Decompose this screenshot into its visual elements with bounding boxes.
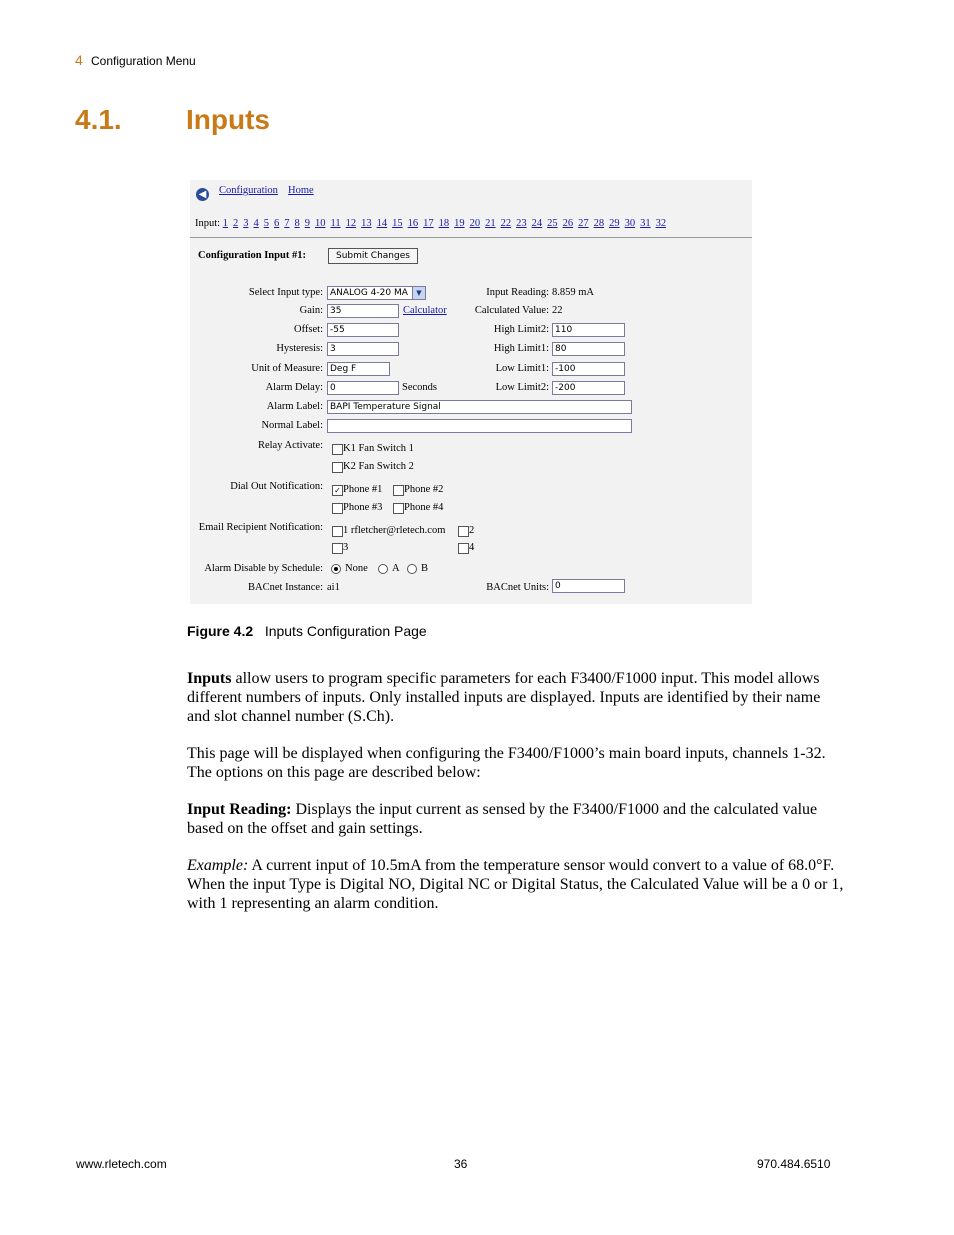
calculated-value-label: Calculated Value: bbox=[474, 305, 549, 316]
input-link-20[interactable]: 20 bbox=[469, 218, 481, 229]
home-link[interactable]: Home bbox=[288, 185, 314, 196]
schedule-none-radio[interactable] bbox=[331, 564, 341, 574]
calculated-value: 22 bbox=[552, 305, 563, 316]
gain-input[interactable] bbox=[327, 304, 399, 318]
offset-input[interactable] bbox=[327, 323, 399, 337]
low-limit1-input[interactable] bbox=[552, 362, 625, 376]
dial-out-label: Dial Out Notification: bbox=[230, 481, 323, 492]
relay-activate-label: Relay Activate: bbox=[257, 440, 323, 451]
chapter-number: 4 bbox=[75, 52, 83, 68]
paragraph-inputs-text: allow users to program specific parameters for each F3400/F1000 input. This model allows different numbers of inputs. Only installed inputs are displayed. Inputs are identified by their name and slot channel number (S.Ch). bbox=[187, 670, 821, 725]
input-link-24[interactable]: 24 bbox=[531, 218, 543, 229]
calculator-link[interactable]: Calculator bbox=[403, 305, 447, 316]
figure-number: Figure 4.2 bbox=[187, 623, 254, 639]
high-limit2-input[interactable] bbox=[552, 323, 625, 337]
input-link-14[interactable]: 14 bbox=[376, 218, 388, 229]
relay-k2-checkbox[interactable] bbox=[332, 462, 343, 473]
input-link-4[interactable]: 4 bbox=[253, 218, 259, 229]
paragraph-inputs bbox=[187, 669, 847, 726]
alarm-disable-label: Alarm Disable by Schedule: bbox=[204, 563, 323, 574]
input-link-2[interactable]: 2 bbox=[232, 218, 239, 229]
phone3-checkbox[interactable] bbox=[332, 503, 343, 514]
input-link-7[interactable]: 7 bbox=[284, 218, 290, 229]
email4-label: 4 bbox=[469, 542, 475, 553]
offset-label: Offset: bbox=[294, 324, 323, 335]
schedule-a-label: A bbox=[392, 563, 400, 574]
phone2-label: Phone #2 bbox=[404, 484, 444, 495]
footer-page-number: 36 bbox=[454, 1157, 468, 1171]
paragraph-example-text: A current input of 10.5mA from the temperature sensor would convert to a value of 68.0°F. When the input Type is Digital NO, Digital NC or Digital Status, the Calculated Value will be a 0 or 1, with 1 representing an alarm condition. bbox=[187, 857, 844, 912]
paragraph-input-reading bbox=[187, 800, 847, 838]
submit-changes-button[interactable]: Submit Changes bbox=[328, 248, 418, 264]
hysteresis-input[interactable] bbox=[327, 342, 399, 356]
input-link-23[interactable]: 23 bbox=[516, 218, 527, 229]
email2-checkbox[interactable] bbox=[458, 526, 469, 537]
normal-label-input[interactable] bbox=[327, 419, 632, 433]
input-selector-row bbox=[195, 218, 671, 229]
input-link-5[interactable]: 5 bbox=[263, 218, 269, 229]
input-link-17[interactable]: 17 bbox=[423, 218, 434, 229]
input-link-12[interactable]: 12 bbox=[345, 218, 357, 229]
figure-text: Inputs Configuration Page bbox=[264, 623, 427, 639]
input-link-22[interactable]: 22 bbox=[500, 218, 512, 229]
input-type-select[interactable] bbox=[327, 286, 426, 300]
email1-label: 1 rfletcher@rletech.com bbox=[343, 525, 446, 536]
input-link-18[interactable]: 18 bbox=[438, 218, 450, 229]
input-link-1[interactable]: 1 bbox=[222, 218, 228, 229]
alarm-label-label: Alarm Label: bbox=[266, 401, 323, 412]
chevron-down-icon[interactable]: ▼ bbox=[412, 287, 425, 299]
divider bbox=[190, 237, 752, 238]
figure-caption bbox=[187, 623, 427, 639]
config-title: Configuration Input #1: bbox=[198, 250, 306, 261]
bacnet-units-input[interactable] bbox=[552, 579, 625, 593]
bacnet-instance-value: ai1 bbox=[327, 582, 340, 593]
footer-website: www.rletech.com bbox=[76, 1157, 167, 1171]
hysteresis-label: Hysteresis: bbox=[276, 343, 323, 354]
input-link-32[interactable]: 32 bbox=[655, 218, 667, 229]
paragraph-page-info: This page will be displayed when configuring the F3400/F1000’s main board inputs, channels 1-32. The options on this page are described below: bbox=[187, 745, 826, 781]
paragraph-example bbox=[187, 856, 847, 913]
configuration-link[interactable]: Configuration bbox=[219, 185, 278, 196]
inputs-configuration-screenshot bbox=[190, 180, 752, 604]
alarm-delay-input[interactable] bbox=[327, 381, 399, 395]
phone1-label: Phone #1 bbox=[343, 484, 383, 495]
phone3-label: Phone #3 bbox=[343, 502, 383, 513]
input-link-27[interactable]: 27 bbox=[578, 218, 589, 229]
input-link-31[interactable]: 31 bbox=[640, 218, 651, 229]
high-limit1-label: High Limit1: bbox=[493, 343, 549, 354]
input-link-25[interactable]: 25 bbox=[547, 218, 558, 229]
low-limit1-label: Low Limit1: bbox=[495, 363, 549, 374]
section-number: 4.1. bbox=[75, 104, 122, 135]
relay-k1-checkbox[interactable] bbox=[332, 444, 343, 455]
alarm-label-input[interactable] bbox=[327, 400, 632, 414]
paragraph-input-reading-text: Displays the input current as sensed by the F3400/F1000 and the calculated value based on the offset and gain settings. bbox=[187, 801, 818, 837]
schedule-b-radio[interactable] bbox=[407, 564, 417, 574]
bacnet-instance-label: BACnet Instance: bbox=[248, 582, 323, 593]
input-reading-label: Input Reading: bbox=[486, 287, 549, 298]
example-term: Example: bbox=[187, 857, 249, 874]
footer-phone: 970.484.6510 bbox=[757, 1157, 831, 1171]
input-link-8[interactable]: 8 bbox=[294, 218, 300, 229]
phone4-label: Phone #4 bbox=[404, 502, 444, 513]
select-input-type-label: Select Input type: bbox=[248, 287, 323, 298]
email-notification-label: Email Recipient Notification: bbox=[198, 522, 323, 533]
normal-label-label: Normal Label: bbox=[261, 420, 323, 431]
input-link-10[interactable]: 10 bbox=[314, 218, 326, 229]
low-limit2-input[interactable] bbox=[552, 381, 625, 395]
email3-checkbox[interactable] bbox=[332, 543, 343, 554]
input-link-28[interactable]: 28 bbox=[593, 218, 605, 229]
email4-checkbox[interactable] bbox=[458, 543, 469, 554]
input-link-6[interactable]: 6 bbox=[273, 218, 280, 229]
input-link-19[interactable]: 19 bbox=[454, 218, 465, 229]
input-link-16[interactable]: 16 bbox=[407, 218, 419, 229]
input-link-26[interactable]: 26 bbox=[562, 218, 574, 229]
input-label: Input: bbox=[195, 218, 221, 229]
phone1-checkbox[interactable]: ✓ bbox=[332, 485, 343, 496]
low-limit2-label: Low Limit2: bbox=[495, 382, 549, 393]
alarm-delay-unit: Seconds bbox=[402, 382, 437, 393]
relay-k1-label: K1 Fan Switch 1 bbox=[343, 443, 414, 454]
high-limit1-input[interactable] bbox=[552, 342, 625, 356]
email3-label: 3 bbox=[343, 542, 349, 553]
inputs-term: Inputs bbox=[187, 670, 232, 687]
schedule-a-radio[interactable] bbox=[378, 564, 388, 574]
back-arrow-icon[interactable]: ◀ bbox=[196, 188, 209, 201]
input-link-30[interactable]: 30 bbox=[624, 218, 636, 229]
input-reading-value: 8.859 mA bbox=[552, 287, 594, 298]
input-link-15[interactable]: 15 bbox=[392, 218, 403, 229]
input-link-29[interactable]: 29 bbox=[609, 218, 620, 229]
input-type-value: ANALOG 4-20 MA bbox=[330, 288, 408, 298]
alarm-delay-label: Alarm Delay: bbox=[265, 382, 323, 393]
relay-k2-label: K2 Fan Switch 2 bbox=[343, 461, 414, 472]
unit-of-measure-label: Unit of Measure: bbox=[251, 363, 323, 374]
schedule-none-label: None bbox=[345, 563, 368, 574]
email1-checkbox[interactable] bbox=[332, 526, 343, 537]
chapter-title: Configuration Menu bbox=[91, 54, 196, 68]
input-link-21[interactable]: 21 bbox=[485, 218, 496, 229]
phone2-checkbox[interactable] bbox=[393, 485, 404, 496]
input-link-9[interactable]: 9 bbox=[304, 218, 310, 229]
input-link-11[interactable]: 11 bbox=[330, 218, 341, 229]
gain-label: Gain: bbox=[299, 305, 323, 316]
bacnet-units-label: BACnet Units: bbox=[486, 582, 549, 593]
section-title: Inputs bbox=[186, 104, 270, 135]
input-links bbox=[223, 218, 671, 229]
input-reading-term: Input Reading: bbox=[187, 801, 292, 818]
phone4-checkbox[interactable] bbox=[393, 503, 404, 514]
unit-of-measure-input[interactable] bbox=[327, 362, 390, 376]
schedule-b-label: B bbox=[421, 563, 429, 574]
input-link-3[interactable]: 3 bbox=[243, 218, 249, 229]
email2-label: 2 bbox=[469, 525, 475, 536]
high-limit2-label: High Limit2: bbox=[493, 324, 549, 335]
input-link-13[interactable]: 13 bbox=[361, 218, 372, 229]
